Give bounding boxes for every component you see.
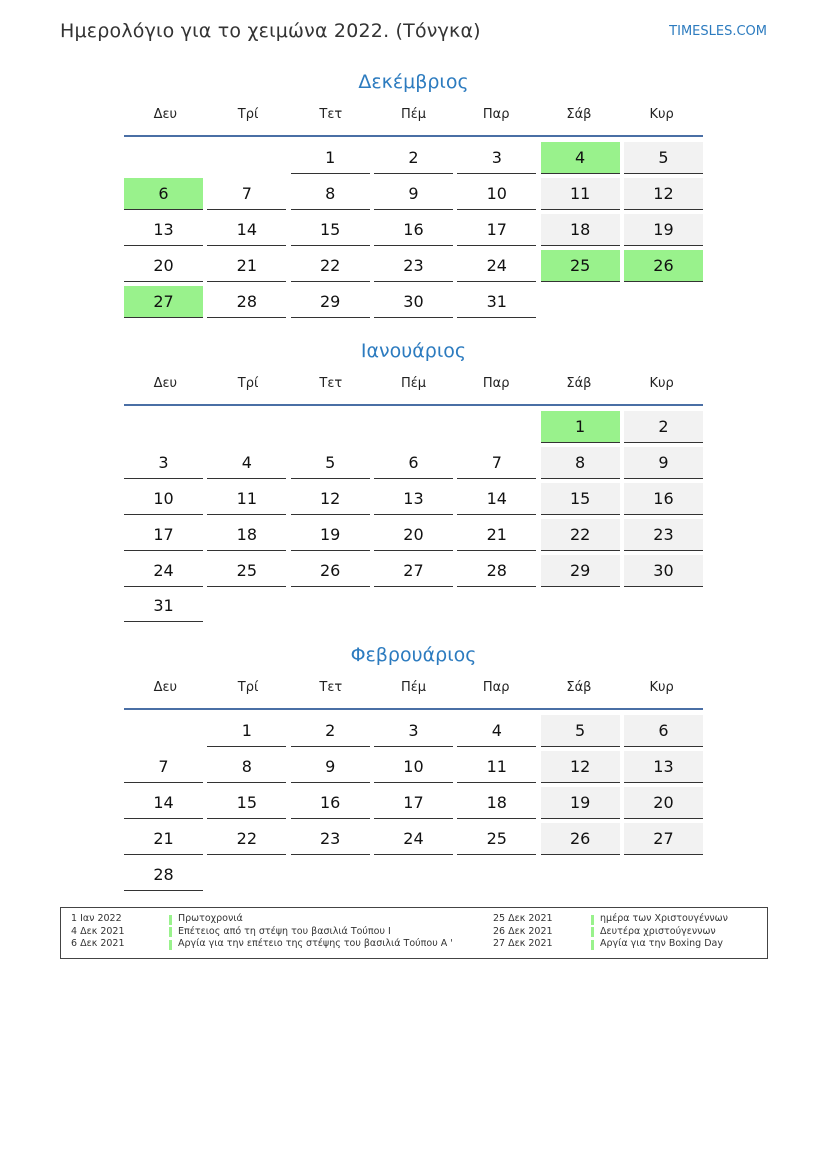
weekday-label: Παρ: [482, 375, 510, 391]
legend-holiday-name: Δευτέρα χριστούγεννων: [600, 925, 716, 937]
day-cell: 24: [457, 250, 536, 282]
day-cell: 13: [374, 483, 453, 515]
weekday-label: Σάβ: [566, 106, 592, 122]
weekday-label: Τετ: [319, 375, 343, 391]
legend-holiday-name: Αργία για την Boxing Day: [600, 938, 723, 949]
holiday-day-cell: 25: [541, 250, 620, 282]
weekend-day-cell: 12: [624, 178, 703, 210]
day-cell: 10: [374, 751, 453, 783]
day-cell: 31: [124, 590, 203, 622]
day-cell: 2: [374, 142, 453, 174]
day-cell: 10: [124, 483, 203, 515]
legend-holiday-name: Αργία για την επέτειο της στέψης του βασιλιά Τούπου Α ': [178, 938, 453, 949]
day-cell: 21: [124, 823, 203, 855]
month-title: Ιανουάριος: [360, 340, 467, 362]
weekend-day-cell: 23: [624, 519, 703, 551]
day-cell: 25: [457, 823, 536, 855]
legend-date: 1 Ιαν 2022: [71, 913, 122, 924]
legend-holiday-name: ημέρα των Χριστουγέννων: [600, 913, 728, 924]
weekday-label: Τετ: [319, 679, 343, 695]
legend-row: [493, 926, 728, 939]
holiday-day-cell: 27: [124, 286, 203, 318]
legend-row: [71, 938, 453, 951]
weekend-day-cell: 2: [624, 411, 703, 443]
weekend-day-cell: 13: [624, 751, 703, 783]
empty-day-cell: [124, 411, 203, 443]
empty-day-cell: [374, 411, 453, 443]
weekend-day-cell: 18: [541, 214, 620, 246]
day-cell: 27: [374, 555, 453, 587]
day-cell: 19: [291, 519, 370, 551]
weekend-day-cell: 20: [624, 787, 703, 819]
day-cell: 9: [291, 751, 370, 783]
month-calendar-december: [124, 67, 703, 318]
legend-holiday-name: Πρωτοχρονιά: [178, 913, 243, 924]
day-cell: 16: [291, 787, 370, 819]
day-grid: [124, 715, 703, 891]
weekend-day-cell: 19: [624, 214, 703, 246]
month-calendar-february: [124, 640, 703, 891]
weekday-label: Τρί: [237, 375, 259, 391]
day-cell: 23: [374, 250, 453, 282]
day-cell: 15: [291, 214, 370, 246]
month-title: Δεκέμβριος: [358, 71, 469, 93]
day-cell: 28: [207, 286, 286, 318]
holiday-color-marker: [591, 940, 594, 950]
weekday-label: Σάβ: [566, 375, 592, 391]
weekday-label: Δευ: [153, 679, 178, 695]
holiday-color-marker: [169, 915, 172, 925]
day-cell: 30: [374, 286, 453, 318]
month-calendar-january: [124, 336, 703, 622]
day-cell: 15: [207, 787, 286, 819]
day-cell: 4: [207, 447, 286, 479]
weekday-label: Κυρ: [649, 106, 674, 122]
day-cell: 24: [124, 555, 203, 587]
legend-date: 6 Δεκ 2021: [71, 938, 125, 949]
holiday-day-cell: 6: [124, 178, 203, 210]
weekday-label: Πέμ: [400, 106, 427, 122]
legend-holiday-name: Επέτειος από τη στέψη του βασιλιά Τούπου I: [178, 925, 391, 937]
day-cell: 28: [457, 555, 536, 587]
day-cell: 31: [457, 286, 536, 318]
day-cell: 5: [291, 447, 370, 479]
legend-row: [493, 913, 728, 926]
day-cell: 3: [457, 142, 536, 174]
weekday-label: Παρ: [482, 106, 510, 122]
day-cell: 7: [124, 751, 203, 783]
weekday-header: [124, 97, 703, 137]
day-cell: 16: [374, 214, 453, 246]
weekend-day-cell: 26: [541, 823, 620, 855]
day-cell: 8: [207, 751, 286, 783]
legend-date: 26 Δεκ 2021: [493, 925, 553, 937]
weekend-day-cell: 5: [541, 715, 620, 747]
day-cell: 4: [457, 715, 536, 747]
weekend-day-cell: 8: [541, 447, 620, 479]
holiday-color-marker: [591, 915, 594, 925]
legend-row: [493, 938, 728, 951]
day-cell: 14: [457, 483, 536, 515]
weekday-label: Κυρ: [649, 375, 674, 391]
day-cell: 22: [291, 250, 370, 282]
legend-date: 25 Δεκ 2021: [493, 913, 553, 924]
day-grid: [124, 411, 703, 622]
month-title: Φεβρουάριος: [350, 644, 477, 666]
day-cell: 1: [291, 142, 370, 174]
day-cell: 11: [207, 483, 286, 515]
day-cell: 7: [457, 447, 536, 479]
day-cell: 17: [374, 787, 453, 819]
holiday-legend: [60, 907, 768, 959]
legend-column-right: [493, 913, 728, 951]
day-cell: 10: [457, 178, 536, 210]
day-cell: 9: [374, 178, 453, 210]
legend-row: [71, 913, 453, 926]
weekday-label: Τρί: [237, 679, 259, 695]
day-cell: 24: [374, 823, 453, 855]
day-cell: 3: [124, 447, 203, 479]
legend-date: 4 Δεκ 2021: [71, 925, 125, 937]
day-cell: 8: [291, 178, 370, 210]
weekend-day-cell: 6: [624, 715, 703, 747]
holiday-day-cell: 4: [541, 142, 620, 174]
weekday-header: [124, 366, 703, 406]
day-cell: 17: [457, 214, 536, 246]
weekend-day-cell: 12: [541, 751, 620, 783]
weekday-label: Κυρ: [649, 679, 674, 695]
day-cell: 1: [207, 715, 286, 747]
weekend-day-cell: 5: [624, 142, 703, 174]
empty-day-cell: [457, 411, 536, 443]
weekend-day-cell: 16: [624, 483, 703, 515]
day-cell: 26: [291, 555, 370, 587]
empty-day-cell: [207, 142, 286, 174]
weekend-day-cell: 19: [541, 787, 620, 819]
day-cell: 20: [374, 519, 453, 551]
weekend-day-cell: 9: [624, 447, 703, 479]
day-cell: 11: [457, 751, 536, 783]
day-cell: 18: [207, 519, 286, 551]
weekend-day-cell: 30: [624, 555, 703, 587]
day-cell: 29: [291, 286, 370, 318]
empty-day-cell: [207, 411, 286, 443]
holiday-color-marker: [169, 940, 172, 950]
empty-day-cell: [291, 411, 370, 443]
day-cell: 14: [124, 787, 203, 819]
day-cell: 18: [457, 787, 536, 819]
weekday-label: Τρί: [237, 106, 259, 122]
page-title: Ημερολόγιο για το χειμώνα 2022. (Τόνγκα): [60, 20, 481, 42]
legend-date: 27 Δεκ 2021: [493, 938, 553, 949]
weekday-label: Τετ: [319, 106, 343, 122]
legend-column-left: [71, 913, 453, 951]
weekday-header: [124, 670, 703, 710]
day-cell: 21: [207, 250, 286, 282]
weekend-day-cell: 11: [541, 178, 620, 210]
day-cell: 2: [291, 715, 370, 747]
weekend-day-cell: 29: [541, 555, 620, 587]
weekday-label: Πέμ: [400, 375, 427, 391]
holiday-day-cell: 26: [624, 250, 703, 282]
day-cell: 14: [207, 214, 286, 246]
day-cell: 6: [374, 447, 453, 479]
day-cell: 28: [124, 859, 203, 891]
empty-day-cell: [124, 142, 203, 174]
empty-day-cell: [124, 715, 203, 747]
day-cell: 22: [207, 823, 286, 855]
weekday-label: Παρ: [482, 679, 510, 695]
weekend-day-cell: 27: [624, 823, 703, 855]
site-link[interactable]: TIMESLES.COM: [669, 24, 767, 39]
holiday-color-marker: [591, 927, 594, 937]
weekday-label: Σάβ: [566, 679, 592, 695]
day-cell: 21: [457, 519, 536, 551]
day-cell: 7: [207, 178, 286, 210]
day-cell: 13: [124, 214, 203, 246]
legend-row: [71, 926, 453, 939]
holiday-color-marker: [169, 927, 172, 937]
weekend-day-cell: 15: [541, 483, 620, 515]
day-cell: 20: [124, 250, 203, 282]
weekday-label: Δευ: [153, 375, 178, 391]
weekday-label: Πέμ: [400, 679, 427, 695]
day-cell: 3: [374, 715, 453, 747]
day-cell: 25: [207, 555, 286, 587]
weekday-label: Δευ: [153, 106, 178, 122]
day-cell: 12: [291, 483, 370, 515]
holiday-day-cell: 1: [541, 411, 620, 443]
day-grid: [124, 142, 703, 318]
day-cell: 23: [291, 823, 370, 855]
weekend-day-cell: 22: [541, 519, 620, 551]
day-cell: 17: [124, 519, 203, 551]
